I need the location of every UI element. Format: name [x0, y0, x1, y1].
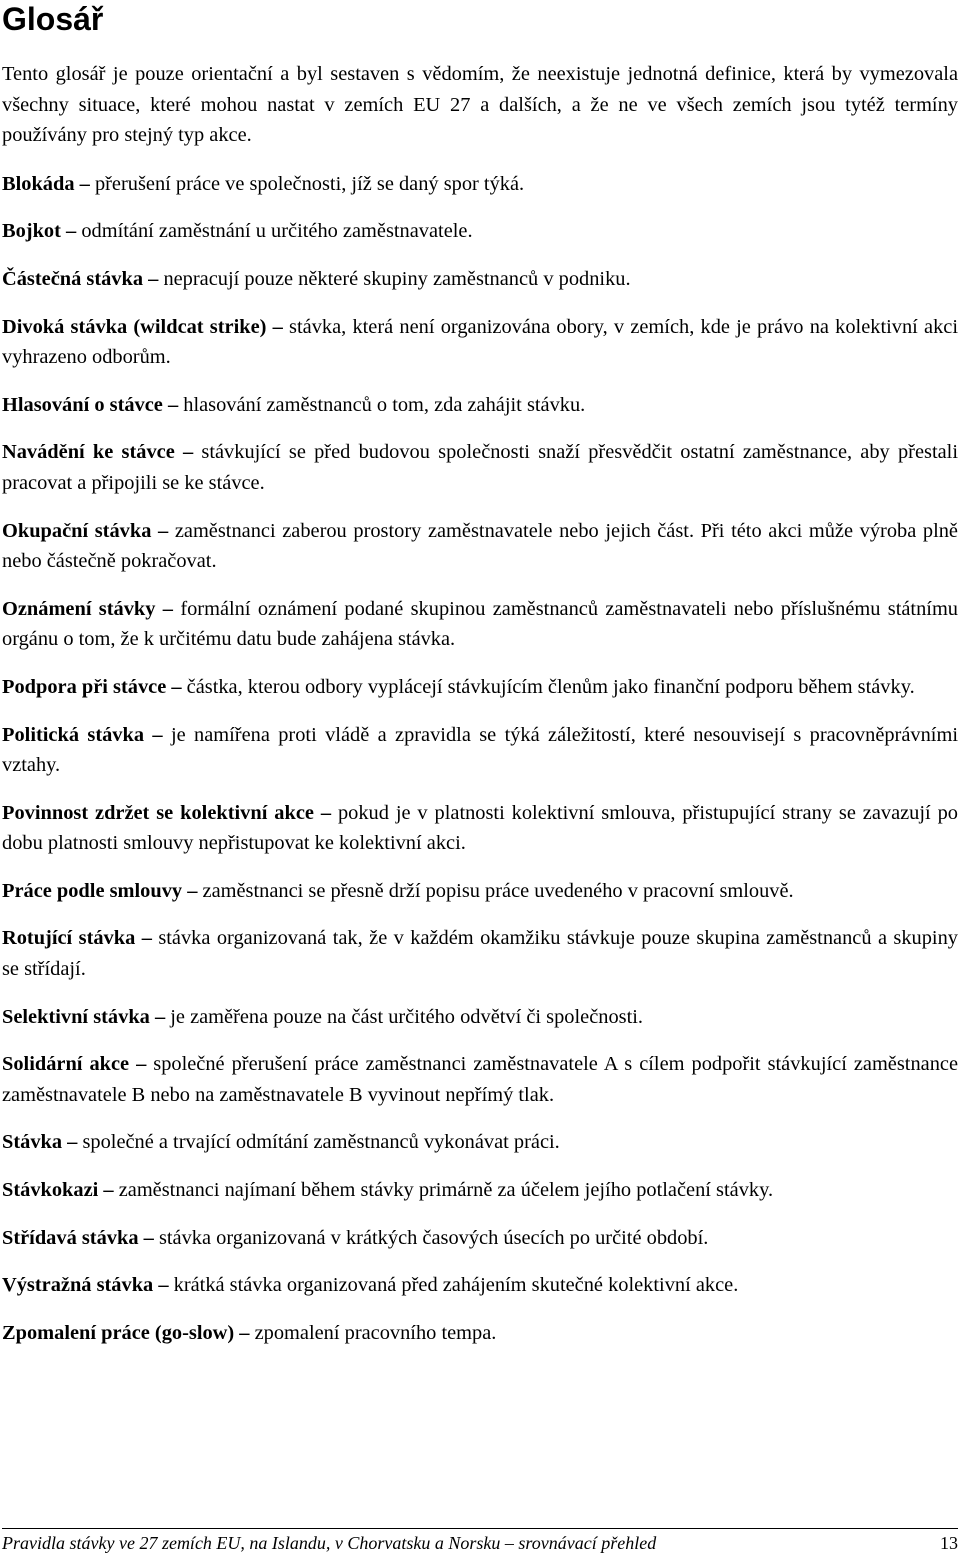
intro-paragraph: Tento glosář je pouze orientační a byl sestaven s vědomím, že neexistuje jednotná definice, která by vymezovala všechny situace, které mohou nastat v zemích EU 27 a dalších, a že ne ve všech zemích jsou tytéž termíny používány pro stejný typ akce. — [2, 63, 958, 147]
page-number: 13 — [940, 1533, 958, 1553]
glossary-entry — [2, 1270, 958, 1301]
glossary-term: Podpora při stávce – — [2, 675, 182, 698]
glossary-definition: pokud je v platnosti kolektivní smlouva, přistupující strany se zavazují po dobu platnosti smlouvy nepřistupovat ke kolektivní akci. — [2, 801, 958, 855]
glossary-term: Navádění ke stávce – — [2, 441, 194, 464]
glossary-entry — [2, 876, 958, 907]
glossary-definition: nepracují pouze některé skupiny zaměstnanců v podniku. — [163, 267, 631, 290]
glossary-entry — [2, 169, 958, 200]
glossary-entry — [2, 720, 958, 781]
footer-text: Pravidla stávky ve 27 zemích EU, na Islandu, v Chorvatsku a Norsku – srovnávací přehled — [2, 1533, 657, 1553]
glossary-definition: přerušení práce ve společnosti, jíž se daný spor týká. — [94, 172, 525, 195]
glossary-definition: zaměstnanci se přesně drží popisu práce uvedeného v pracovní smlouvě. — [202, 879, 794, 902]
glossary-term: Selektivní stávka – — [2, 1005, 166, 1028]
glossary-term: Oznámení stávky – — [2, 597, 173, 620]
glossary-definition: stávkující se před budovou společnosti snaží přesvědčit ostatní zaměstnance, aby přestali pracovat a připojili se ke stávce. — [2, 441, 958, 494]
page-title: Glosář — [2, 1, 104, 37]
glossary-entry — [2, 216, 958, 247]
glossary-definition: je namířena proti vládě a zpravidla se týká záležitostí, které nesouvisejí s pracovněprávními vztahy. — [2, 723, 958, 777]
glossary-entry — [2, 390, 958, 421]
glossary-entry — [2, 594, 958, 655]
glossary-entry — [2, 1318, 958, 1349]
glossary-term: Zpomalení práce (go-slow) – — [2, 1321, 250, 1344]
glossary-entry — [2, 923, 958, 984]
glossary-definition: je zaměřena pouze na část určitého odvětví či společnosti. — [170, 1005, 644, 1028]
glossary-term: Střídavá stávka – — [2, 1226, 154, 1249]
glossary-term: Hlasování o stávce – — [2, 393, 179, 416]
glossary-term: Blokáda – — [2, 172, 90, 195]
glossary-term: Práce podle smlouvy – — [2, 879, 198, 902]
glossary-entry — [2, 798, 958, 859]
glossary-entry — [2, 1127, 958, 1158]
glossary-definition: hlasování zaměstnanců o tom, zda zahájit stávku. — [183, 393, 586, 416]
glossary-term: Stávka – — [2, 1131, 78, 1154]
glossary-term: Rotující stávka – — [2, 927, 152, 950]
glossary-entry — [2, 1002, 958, 1033]
glossary-term: Výstražná stávka – — [2, 1274, 169, 1297]
glossary-entry — [2, 1175, 958, 1206]
glossary-term: Částečná stávka – — [2, 267, 159, 290]
glossary-definition: odmítání zaměstnání u určitého zaměstnavatele. — [81, 220, 473, 243]
glossary-definition: zaměstnanci zaberou prostory zaměstnavatele nebo jejich část. Při této akci může výroba plně nebo částečně pokračovat. — [2, 519, 958, 573]
glossary-definition: stávka organizovaná v krátkých časových úsecích po určité období. — [158, 1226, 709, 1249]
glossary-entry — [2, 1223, 958, 1254]
glossary-entry — [2, 264, 958, 295]
glossary-definition: formální oznámení podané skupinou zaměstnanců zaměstnavateli nebo příslušnému státnímu orgánu o tom, že k určitému datu bude zahájena stávka. — [2, 597, 958, 651]
glossary-definition: společné a trvající odmítání zaměstnanců vykonávat práci. — [82, 1131, 560, 1154]
glossary-definition: částka, kterou odbory vyplácejí stávkujícím členům jako finanční podporu během stávky. — [186, 675, 915, 698]
glossary-content — [2, 59, 958, 1365]
glossary-term: Povinnost zdržet se kolektivní akce – — [2, 801, 332, 824]
glossary-entry — [2, 1049, 958, 1110]
glossary-entry — [2, 312, 958, 373]
glossary-definition: krátká stávka organizovaná před zahájením skutečné kolektivní akce. — [173, 1274, 739, 1297]
glossary-term: Solidární akce – — [2, 1053, 147, 1076]
page-footer — [2, 1528, 958, 1555]
glossary-term: Stávkokazi – — [2, 1179, 114, 1202]
glossary-definition: zaměstnanci najímaní během stávky primárně za účelem jejího potlačení stávky. — [118, 1179, 774, 1202]
glossary-term: Politická stávka – — [2, 723, 163, 746]
glossary-definition: společné přerušení práce zaměstnanci zaměstnavatele A s cílem podpořit stávkující zaměstnance zaměstnavatele B nebo na zaměstnavatele B vyvinout nepřímý tlak. — [2, 1053, 959, 1106]
glossary-definition: zpomalení pracovního tempa. — [254, 1321, 497, 1344]
glossary-term: Divoká stávka (wildcat strike) – — [2, 315, 283, 338]
glossary-definition: stávka organizovaná tak, že v každém okamžiku stávkuje pouze skupina zaměstnanců a skupiny se střídají. — [2, 927, 958, 981]
glossary-definition: stávka, která není organizována obory, v zemích, kde je právo na kolektivní akci vyhrazeno odborům. — [2, 315, 958, 369]
glossary-entry — [2, 437, 958, 498]
glossary-entry — [2, 516, 958, 577]
glossary-term: Okupační stávka – — [2, 519, 169, 542]
glossary-entry — [2, 672, 958, 703]
glossary-term: Bojkot – — [2, 220, 77, 243]
